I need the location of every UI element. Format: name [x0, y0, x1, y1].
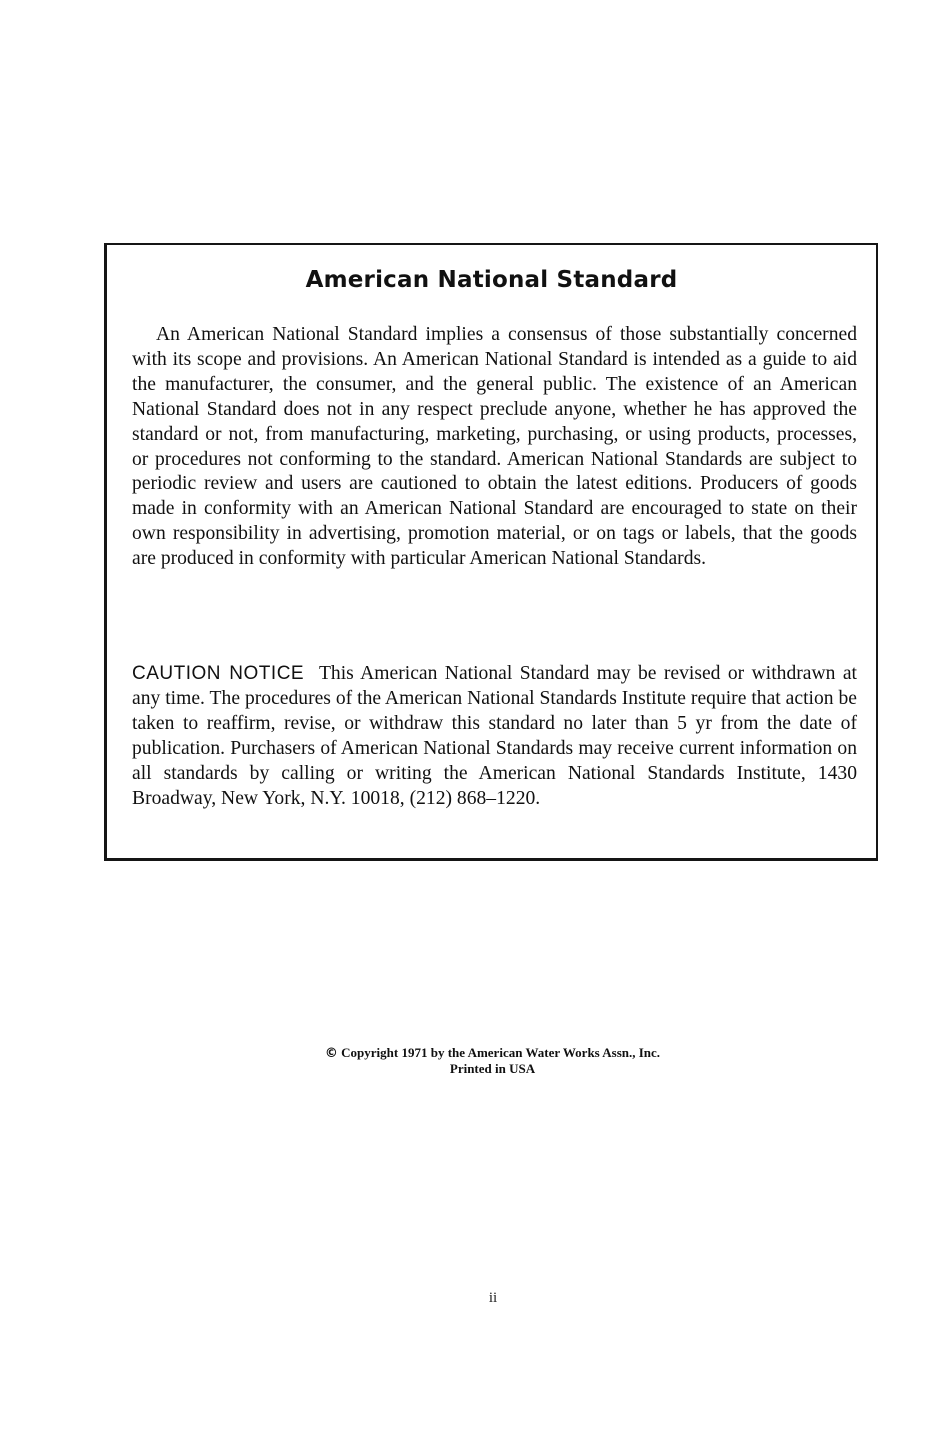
- printed-in-line: Printed in USA: [449, 1061, 536, 1076]
- copyright-text: Copyright 1971 by the American Water Works Assn., Inc.: [341, 1045, 661, 1060]
- caution-paragraph: [132, 662, 857, 811]
- caution-notice-label: CAUTION NOTICE: [132, 663, 305, 684]
- page-number: ii: [488, 1290, 498, 1306]
- caution-notice-text: This American National Standard may be revised or withdrawn at any time. The procedures of the American National Standards Institute require that action be taken to reaffirm, revise, or withdraw this standard no later than 5 yr from the date of publication. Purchasers of American National Standards may receive current information on all standards by calling or writing the American National Standards Institute, 1430 Broadway, New York, N.Y. 10018, (212) 868–1220.: [132, 663, 857, 809]
- notice-title: American National Standard: [305, 267, 678, 293]
- consensus-paragraph: An American National Standard implies a consensus of those substantially concerned with its scope and provisions. An American National Standard is intended as a guide to aid the manufacturer, the consumer, and the general public. The existence of an American National Standard does not in any respect preclude anyone, whether he has approved the standard or not, from manufacturing, marketing, purchasing, or using products, processes, or procedures not conforming to the standard. American National Standards are subject to periodic review and users are cautioned to obtain the latest editions. Producers of goods made in conformity with an American National Standard are encouraged to state on their own responsibility in advertising, promotion material, or on tags or labels, that the goods are produced in conformity with particular American National Standards.: [132, 324, 857, 570]
- copyright-notice: [0, 1045, 950, 1076]
- standard-notice-box: [104, 243, 878, 861]
- copyright-line: [0, 1045, 950, 1061]
- copyright-icon: ©: [324, 1046, 338, 1061]
